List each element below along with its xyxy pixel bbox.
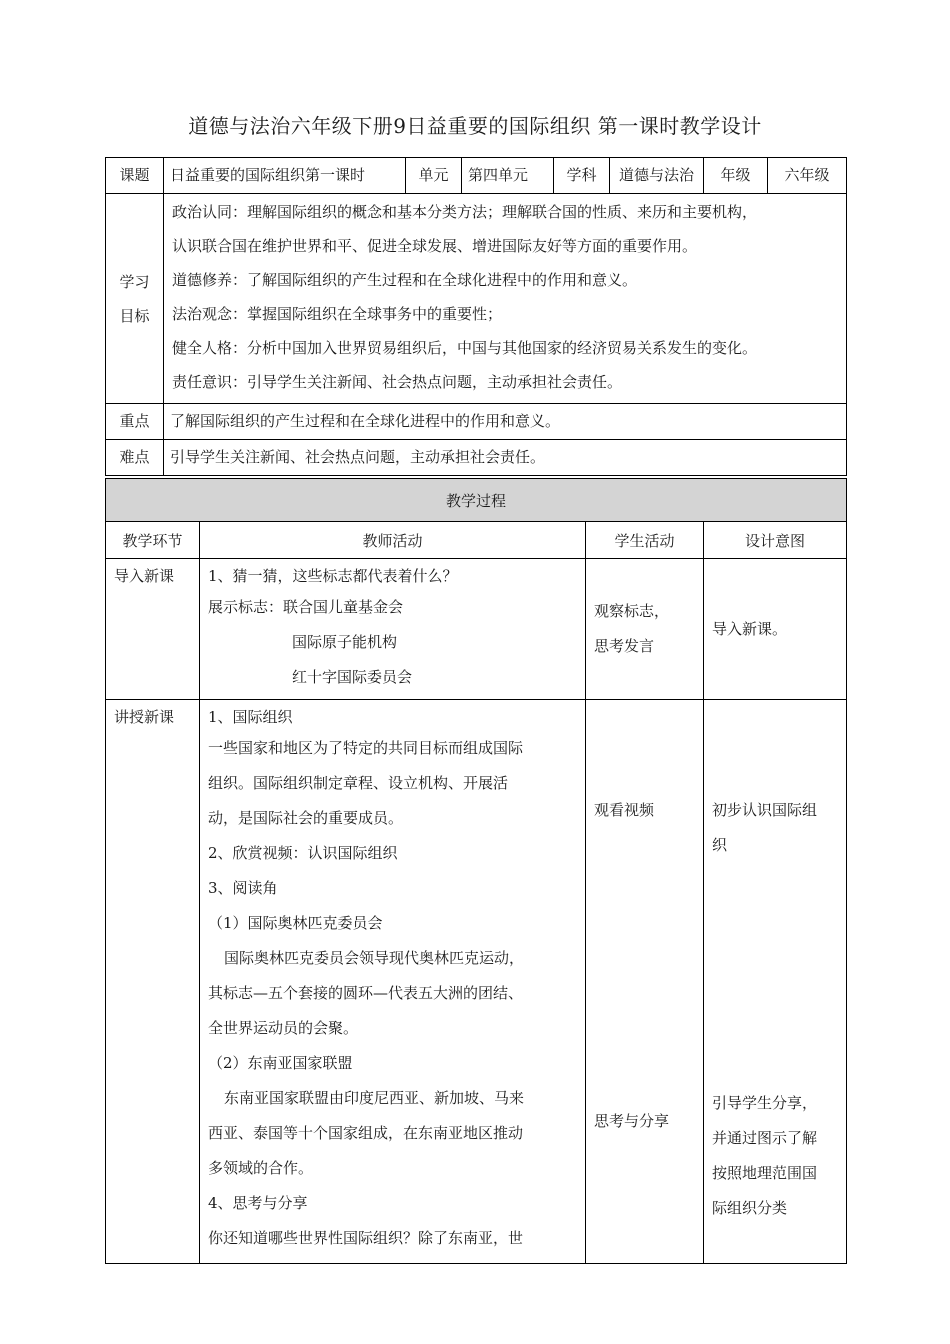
intro-teacher-line: 展示标志：联合国儿童基金会: [208, 598, 404, 616]
lecture-stage: 讲授新课: [106, 700, 200, 1264]
column-header-teacher: 教师活动: [200, 522, 586, 559]
lecture-teacher-line: 4、思考与分享: [208, 1194, 308, 1212]
topic-value: 日益重要的国际组织第一课时: [164, 158, 406, 194]
objective-item: 法治观念：掌握国际组织在全球事务中的重要性；: [172, 305, 503, 323]
key-point-label: 重点: [106, 404, 164, 440]
process-table: [105, 478, 847, 1264]
intro-teacher-line: 1、猜一猜，这些标志都代表着什么？: [208, 567, 458, 585]
lecture-teacher-line: 你还知道哪些世界性国际组织？除了东南亚，世: [208, 1229, 524, 1247]
intro-student: [586, 559, 704, 700]
lecture-teacher-line: 东南亚国家联盟由印度尼西亚、新加坡、马来: [224, 1089, 525, 1107]
objectives-label-line2: 目标: [119, 306, 150, 325]
objective-item: 健全人格：分析中国加入世界贸易组织后，中国与其他国家的经济贸易关系发生的变化。: [172, 339, 758, 357]
document-title: 道德与法治六年级下册9日益重要的国际组织 第一课时教学设计: [188, 114, 762, 138]
difficulty-value: 引导学生关注新闻、社会热点问题，主动承担社会责任。: [164, 440, 847, 476]
lecture-teacher-line: 1、国际组织: [208, 708, 293, 726]
objective-item: 责任意识：引导学生关注新闻、社会热点问题，主动承担社会责任。: [172, 373, 623, 391]
objective-item: 道德修养：了解国际组织的产生过程和在全球化进程中的作用和意义。: [172, 271, 638, 289]
lecture-intent-line: 织: [712, 836, 728, 854]
objective-item: 政治认同：理解国际组织的概念和基本分类方法；理解联合国的性质、来历和主要机构，: [172, 203, 758, 221]
column-header-intent: 设计意图: [704, 522, 847, 559]
lecture-intent-line: 初步认识国际组: [712, 801, 818, 819]
grade-label: 年级: [704, 158, 768, 194]
difficulty-label: 难点: [106, 440, 164, 476]
lecture-teacher: [200, 700, 586, 1264]
lecture-teacher-line: 一些国家和地区为了特定的共同目标而组成国际: [208, 739, 524, 757]
lecture-intent-line: 引导学生分享，: [712, 1094, 818, 1112]
objectives-row: [106, 194, 847, 404]
lecture-teacher-line: 动，是国际社会的重要成员。: [208, 809, 404, 827]
process-heading: 教学过程: [106, 479, 847, 522]
lecture-student-line: 思考与分享: [594, 1112, 670, 1130]
intro-intent: [704, 559, 847, 700]
lecture-teacher-line: （1）国际奥林匹克委员会: [208, 914, 383, 932]
lecture-teacher-line: 2、欣赏视频：认识国际组织: [208, 844, 398, 862]
process-header-row: [106, 522, 847, 559]
intro-row: [106, 559, 847, 700]
lecture-teacher-line: 3、阅读角: [208, 879, 278, 897]
lecture-teacher-line: （2）东南亚国家联盟: [208, 1054, 353, 1072]
intro-student-line: 观察标志，: [594, 602, 670, 620]
lecture-intent-line: 并通过图示了解: [712, 1129, 818, 1147]
lecture-teacher-line: 其标志—五个套接的圆环—代表五大洲的团结、: [208, 984, 524, 1002]
grade-value: 六年级: [768, 158, 847, 194]
lecture-row: [106, 700, 847, 1264]
subject-value: 道德与法治: [610, 158, 704, 194]
objectives-label-line1: 学习: [119, 272, 150, 291]
lecture-intent-line: 按照地理范围国: [712, 1164, 818, 1182]
lecture-teacher-line: 国际奥林匹克委员会领导现代奥林匹克运动，: [224, 949, 525, 967]
intro-stage: 导入新课: [106, 559, 200, 700]
intro-teacher: [200, 559, 586, 700]
difficulty-row: [106, 440, 847, 476]
intro-teacher-line: 红十字国际委员会: [292, 668, 413, 686]
lecture-student-line: 观看视频: [594, 801, 655, 819]
topic-label: 课题: [106, 158, 164, 194]
info-row: [106, 158, 847, 194]
unit-label: 单元: [406, 158, 462, 194]
column-header-student: 学生活动: [586, 522, 704, 559]
lecture-intent-line: 际组织分类: [712, 1199, 788, 1217]
info-table: [105, 157, 847, 476]
objectives-content: [164, 194, 847, 404]
lecture-teacher-line: 多领域的合作。: [208, 1159, 314, 1177]
intro-intent-line: 导入新课。: [712, 619, 788, 638]
process-heading-row: [106, 479, 847, 522]
intro-teacher-line: 国际原子能机构: [292, 633, 398, 651]
lecture-intent: [704, 700, 847, 1264]
unit-value: 第四单元: [462, 158, 554, 194]
key-point-value: 了解国际组织的产生过程和在全球化进程中的作用和意义。: [164, 404, 847, 440]
objectives-label: [106, 194, 164, 404]
lecture-teacher-line: 西亚、泰国等十个国家组成，在东南亚地区推动: [208, 1124, 524, 1142]
lecture-teacher-line: 组织。国际组织制定章程、设立机构、开展活: [208, 774, 509, 792]
objective-item: 认识联合国在维护世界和平、促进全球发展、增进国际友好等方面的重要作用。: [172, 237, 698, 255]
subject-label: 学科: [554, 158, 610, 194]
key-point-row: [106, 404, 847, 440]
column-header-stage: 教学环节: [106, 522, 200, 559]
intro-student-line: 思考发言: [594, 637, 655, 655]
lecture-student: [586, 700, 704, 1264]
lecture-teacher-line: 全世界运动员的会聚。: [208, 1019, 359, 1037]
